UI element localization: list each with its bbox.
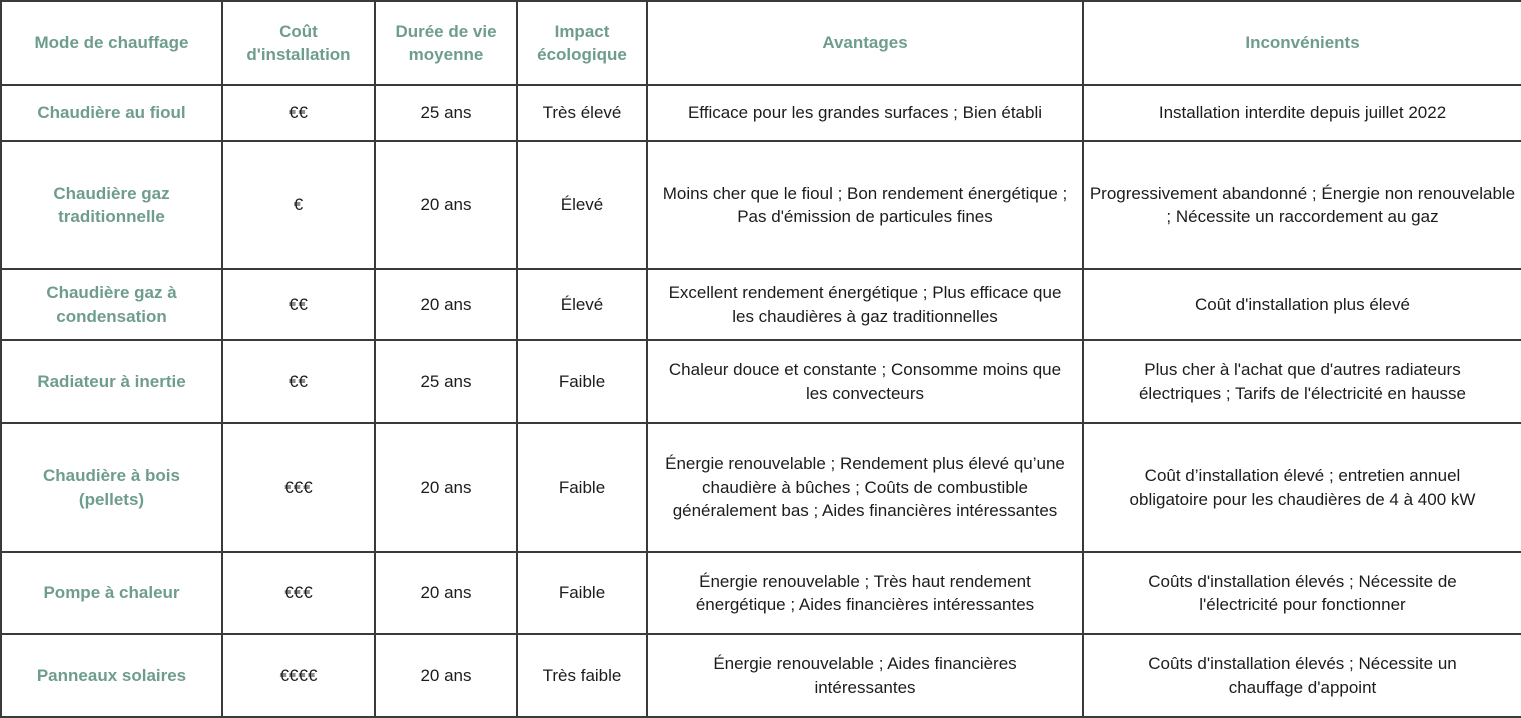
row-impact: Très faible	[517, 634, 647, 717]
row-mode: Chaudière gaz traditionnelle	[1, 141, 222, 269]
row-impact: Élevé	[517, 269, 647, 340]
row-cost: €	[222, 141, 375, 269]
header-mode: Mode de chauffage	[1, 1, 222, 85]
row-pros: Excellent rendement énergétique ; Plus efficace que les chaudières à gaz traditionnelles	[647, 269, 1083, 340]
table-row	[1, 423, 1521, 552]
table-row	[1, 552, 1521, 634]
row-impact: Faible	[517, 423, 647, 552]
row-cost: €€	[222, 85, 375, 141]
row-cons: Coûts d'installation élevés ; Nécessite de l'électricité pour fonctionner	[1083, 552, 1521, 634]
row-cons: Installation interdite depuis juillet 2022	[1083, 85, 1521, 141]
table-row	[1, 85, 1521, 141]
row-pros: Énergie renouvelable ; Aides financières intéressantes	[647, 634, 1083, 717]
row-life: 20 ans	[375, 141, 517, 269]
row-cost: €€€	[222, 552, 375, 634]
row-cost: €€	[222, 340, 375, 423]
row-life: 20 ans	[375, 423, 517, 552]
row-mode: Panneaux solaires	[1, 634, 222, 717]
header-life: Durée de vie moyenne	[375, 1, 517, 85]
row-cons: Coûts d'installation élevés ; Nécessite un chauffage d'appoint	[1083, 634, 1521, 717]
row-impact: Très élevé	[517, 85, 647, 141]
row-cost: €€€	[222, 423, 375, 552]
row-cons: Plus cher à l'achat que d'autres radiateurs électriques ; Tarifs de l'électricité en hausse	[1083, 340, 1521, 423]
row-mode: Chaudière gaz à condensation	[1, 269, 222, 340]
header-impact: Impact écologique	[517, 1, 647, 85]
row-mode: Radiateur à inertie	[1, 340, 222, 423]
row-cons: Progressivement abandonné ; Énergie non renouvelable ; Nécessite un raccordement au gaz	[1083, 141, 1521, 269]
row-pros: Efficace pour les grandes surfaces ; Bien établi	[647, 85, 1083, 141]
header-row	[1, 1, 1521, 85]
row-pros: Chaleur douce et constante ; Consomme moins que les convecteurs	[647, 340, 1083, 423]
header-cost: Coût d'installation	[222, 1, 375, 85]
row-life: 25 ans	[375, 340, 517, 423]
row-life: 25 ans	[375, 85, 517, 141]
row-mode: Pompe à chaleur	[1, 552, 222, 634]
table-row	[1, 141, 1521, 269]
row-cons: Coût d’installation élevé ; entretien annuel obligatoire pour les chaudières de 4 à 400 kW	[1083, 423, 1521, 552]
header-pros: Avantages	[647, 1, 1083, 85]
row-life: 20 ans	[375, 634, 517, 717]
row-life: 20 ans	[375, 552, 517, 634]
row-cons: Coût d'installation plus élevé	[1083, 269, 1521, 340]
row-mode: Chaudière à bois (pellets)	[1, 423, 222, 552]
row-cost: €€	[222, 269, 375, 340]
row-mode: Chaudière au fioul	[1, 85, 222, 141]
table-row	[1, 634, 1521, 717]
row-impact: Faible	[517, 552, 647, 634]
row-cost: €€€€	[222, 634, 375, 717]
row-pros: Énergie renouvelable ; Très haut rendement énergétique ; Aides financières intéressantes	[647, 552, 1083, 634]
table-row	[1, 340, 1521, 423]
row-impact: Élevé	[517, 141, 647, 269]
table-row	[1, 269, 1521, 340]
row-impact: Faible	[517, 340, 647, 423]
header-cons: Inconvénients	[1083, 1, 1521, 85]
row-life: 20 ans	[375, 269, 517, 340]
row-pros: Énergie renouvelable ; Rendement plus élevé qu’une chaudière à bûches ; Coûts de combustible généralement bas ; Aides financières intéressantes	[647, 423, 1083, 552]
row-pros: Moins cher que le fioul ; Bon rendement énergétique ; Pas d'émission de particules fines	[647, 141, 1083, 269]
